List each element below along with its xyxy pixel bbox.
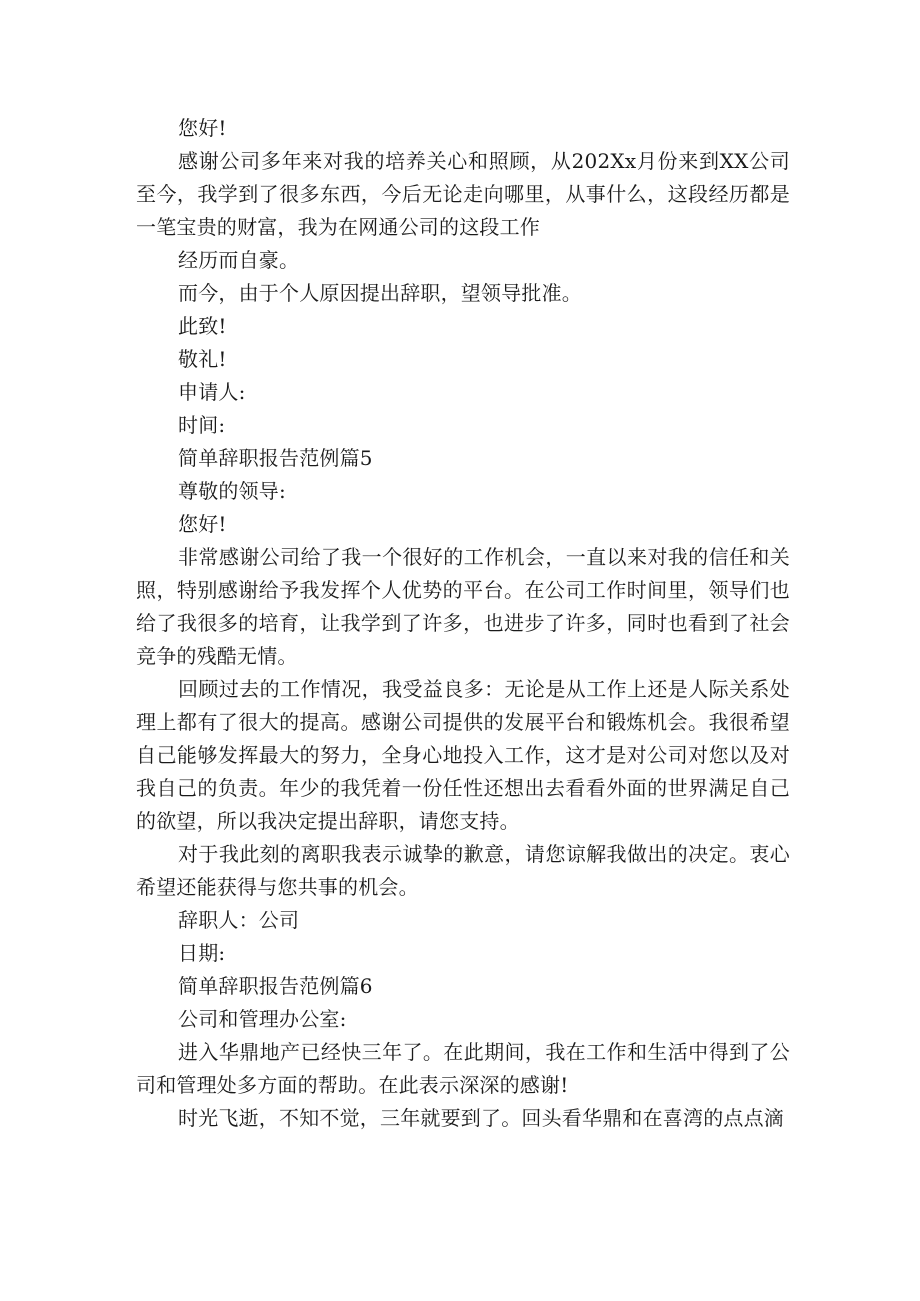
document-body: [136, 112, 790, 1135]
paragraph: 进入华鼎地产已经快三年了。在此期间，我在工作和生活中得到了公司和管理处多方面的帮助。在此表示深深的感谢!: [136, 1040, 790, 1097]
paragraph-continuation: 经历而自豪。: [178, 248, 300, 272]
greeting-line: 您好!: [178, 512, 227, 536]
paragraph: 时光飞逝，不知不觉，三年就要到了。回头看华鼎和在喜湾的点点滴: [178, 1106, 784, 1130]
paragraph: 对于我此刻的离职我表示诚挚的歉意，请您谅解我做出的决定。衷心希望还能获得与您共事的机会。: [136, 842, 790, 899]
greeting-line: 您好!: [178, 116, 227, 140]
time-line: 时间:: [178, 413, 226, 437]
salutation-line: 公司和管理办公室:: [178, 1007, 347, 1031]
applicant-line: 申请人:: [178, 380, 246, 404]
closing-line: 此致!: [178, 314, 227, 338]
section-heading: 简单辞职报告范例篇6: [178, 974, 373, 998]
section-heading: 简单辞职报告范例篇5: [178, 446, 373, 470]
date-line: 日期:: [178, 941, 226, 965]
closing-line: 敬礼!: [178, 347, 227, 371]
resigner-line: 辞职人：公司: [178, 908, 300, 932]
salutation-line: 尊敬的领导:: [178, 479, 286, 503]
paragraph: 而今，由于个人原因提出辞职，望领导批准。: [178, 281, 582, 305]
paragraph: 感谢公司多年来对我的培养关心和照顾，从202Xx月份来到XX公司至今，我学到了很多东西，今后无论走向哪里，从事什么，这段经历都是一笔宝贵的财富，我为在网通公司的这段工作: [136, 149, 790, 239]
paragraph: 非常感谢公司给了我一个很好的工作机会，一直以来对我的信任和关照，特别感谢给予我发挥个人优势的平台。在公司工作时间里，领导们也给了我很多的培育，让我学到了许多，也进步了许多，同时也看到了社会竞争的残酷无情。: [136, 545, 790, 668]
paragraph: 回顾过去的工作情况，我受益良多：无论是从工作上还是人际关系处理上都有了很大的提高。感谢公司提供的发展平台和锻炼机会。我很希望自己能够发挥最大的努力，全身心地投入工作，这才是对公司对您以及对我自己的负责。年少的我凭着一份任性还想出去看看外面的世界满足自己的欲望，所以我决定提出辞职，请您支持。: [136, 677, 790, 833]
